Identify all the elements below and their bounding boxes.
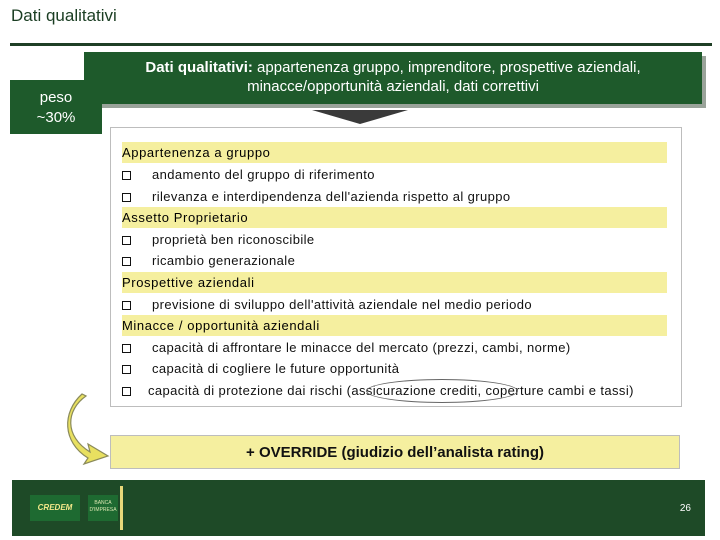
header-line-2: minacce/opportunità aziendali, dati correttivi [247,78,539,95]
checkbox-icon [122,301,131,310]
banca-logo-line-2: D'IMPRESA [89,507,117,513]
slide-title: Dati qualitativi [11,6,117,25]
checkbox-icon [122,193,131,202]
highlight-ellipse [366,379,518,403]
list-item: andamento del gruppo di riferimento [122,164,667,185]
checkbox-icon [122,257,131,266]
checkbox-icon [122,365,131,374]
section-heading-prospettive: Prospettive aziendali [122,272,667,293]
banca-logo-line-1: BANCA [94,500,112,506]
peso-label: peso [39,89,73,106]
footer-bar [12,480,705,536]
section-heading-minacce: Minacce / opportunità aziendali [122,315,667,336]
page-number: 26 [679,503,691,514]
header-bold-label: Dati qualitativi: [145,59,253,76]
down-arrow-icon [312,110,408,124]
checkbox-icon [122,171,131,180]
list-item: previsione di sviluppo dell'attività aziendale nel medio periodo [122,294,667,315]
title-divider [10,43,712,46]
content-panel [110,127,682,407]
list-item: capacità di affrontare le minacce del mercato (prezzi, cambi, norme) [122,337,667,358]
banca-impresa-logo [88,495,118,521]
header-line-1 [84,58,702,77]
header-line-1-text: appartenenza gruppo, imprenditore, prospettive aziendali, [252,59,641,76]
list-item: ricambio generazionale [122,250,667,271]
peso-badge [10,80,102,134]
section-heading-assetto: Assetto Proprietario [122,207,667,228]
peso-value: ~30% [36,109,76,126]
checkbox-icon [122,236,131,245]
override-text: + OVERRIDE (giudizio dell’analista rating) [246,444,544,461]
checkbox-icon [122,387,131,396]
section-heading-gruppo: Appartenenza a gruppo [122,142,667,163]
checkbox-icon [122,344,131,353]
header-banner [84,52,702,104]
credem-logo: CREDEM [30,495,80,521]
list-item: rilevanza e interdipendenza dell'azienda rispetto al gruppo [122,186,667,207]
list-item: capacità di protezione dai rischi (assicurazione crediti, coperture cambi e tassi) [122,380,667,401]
list-item: proprietà ben riconoscibile [122,229,667,250]
footer-divider [120,486,123,530]
list-item: capacità di cogliere le future opportunità [122,358,667,379]
